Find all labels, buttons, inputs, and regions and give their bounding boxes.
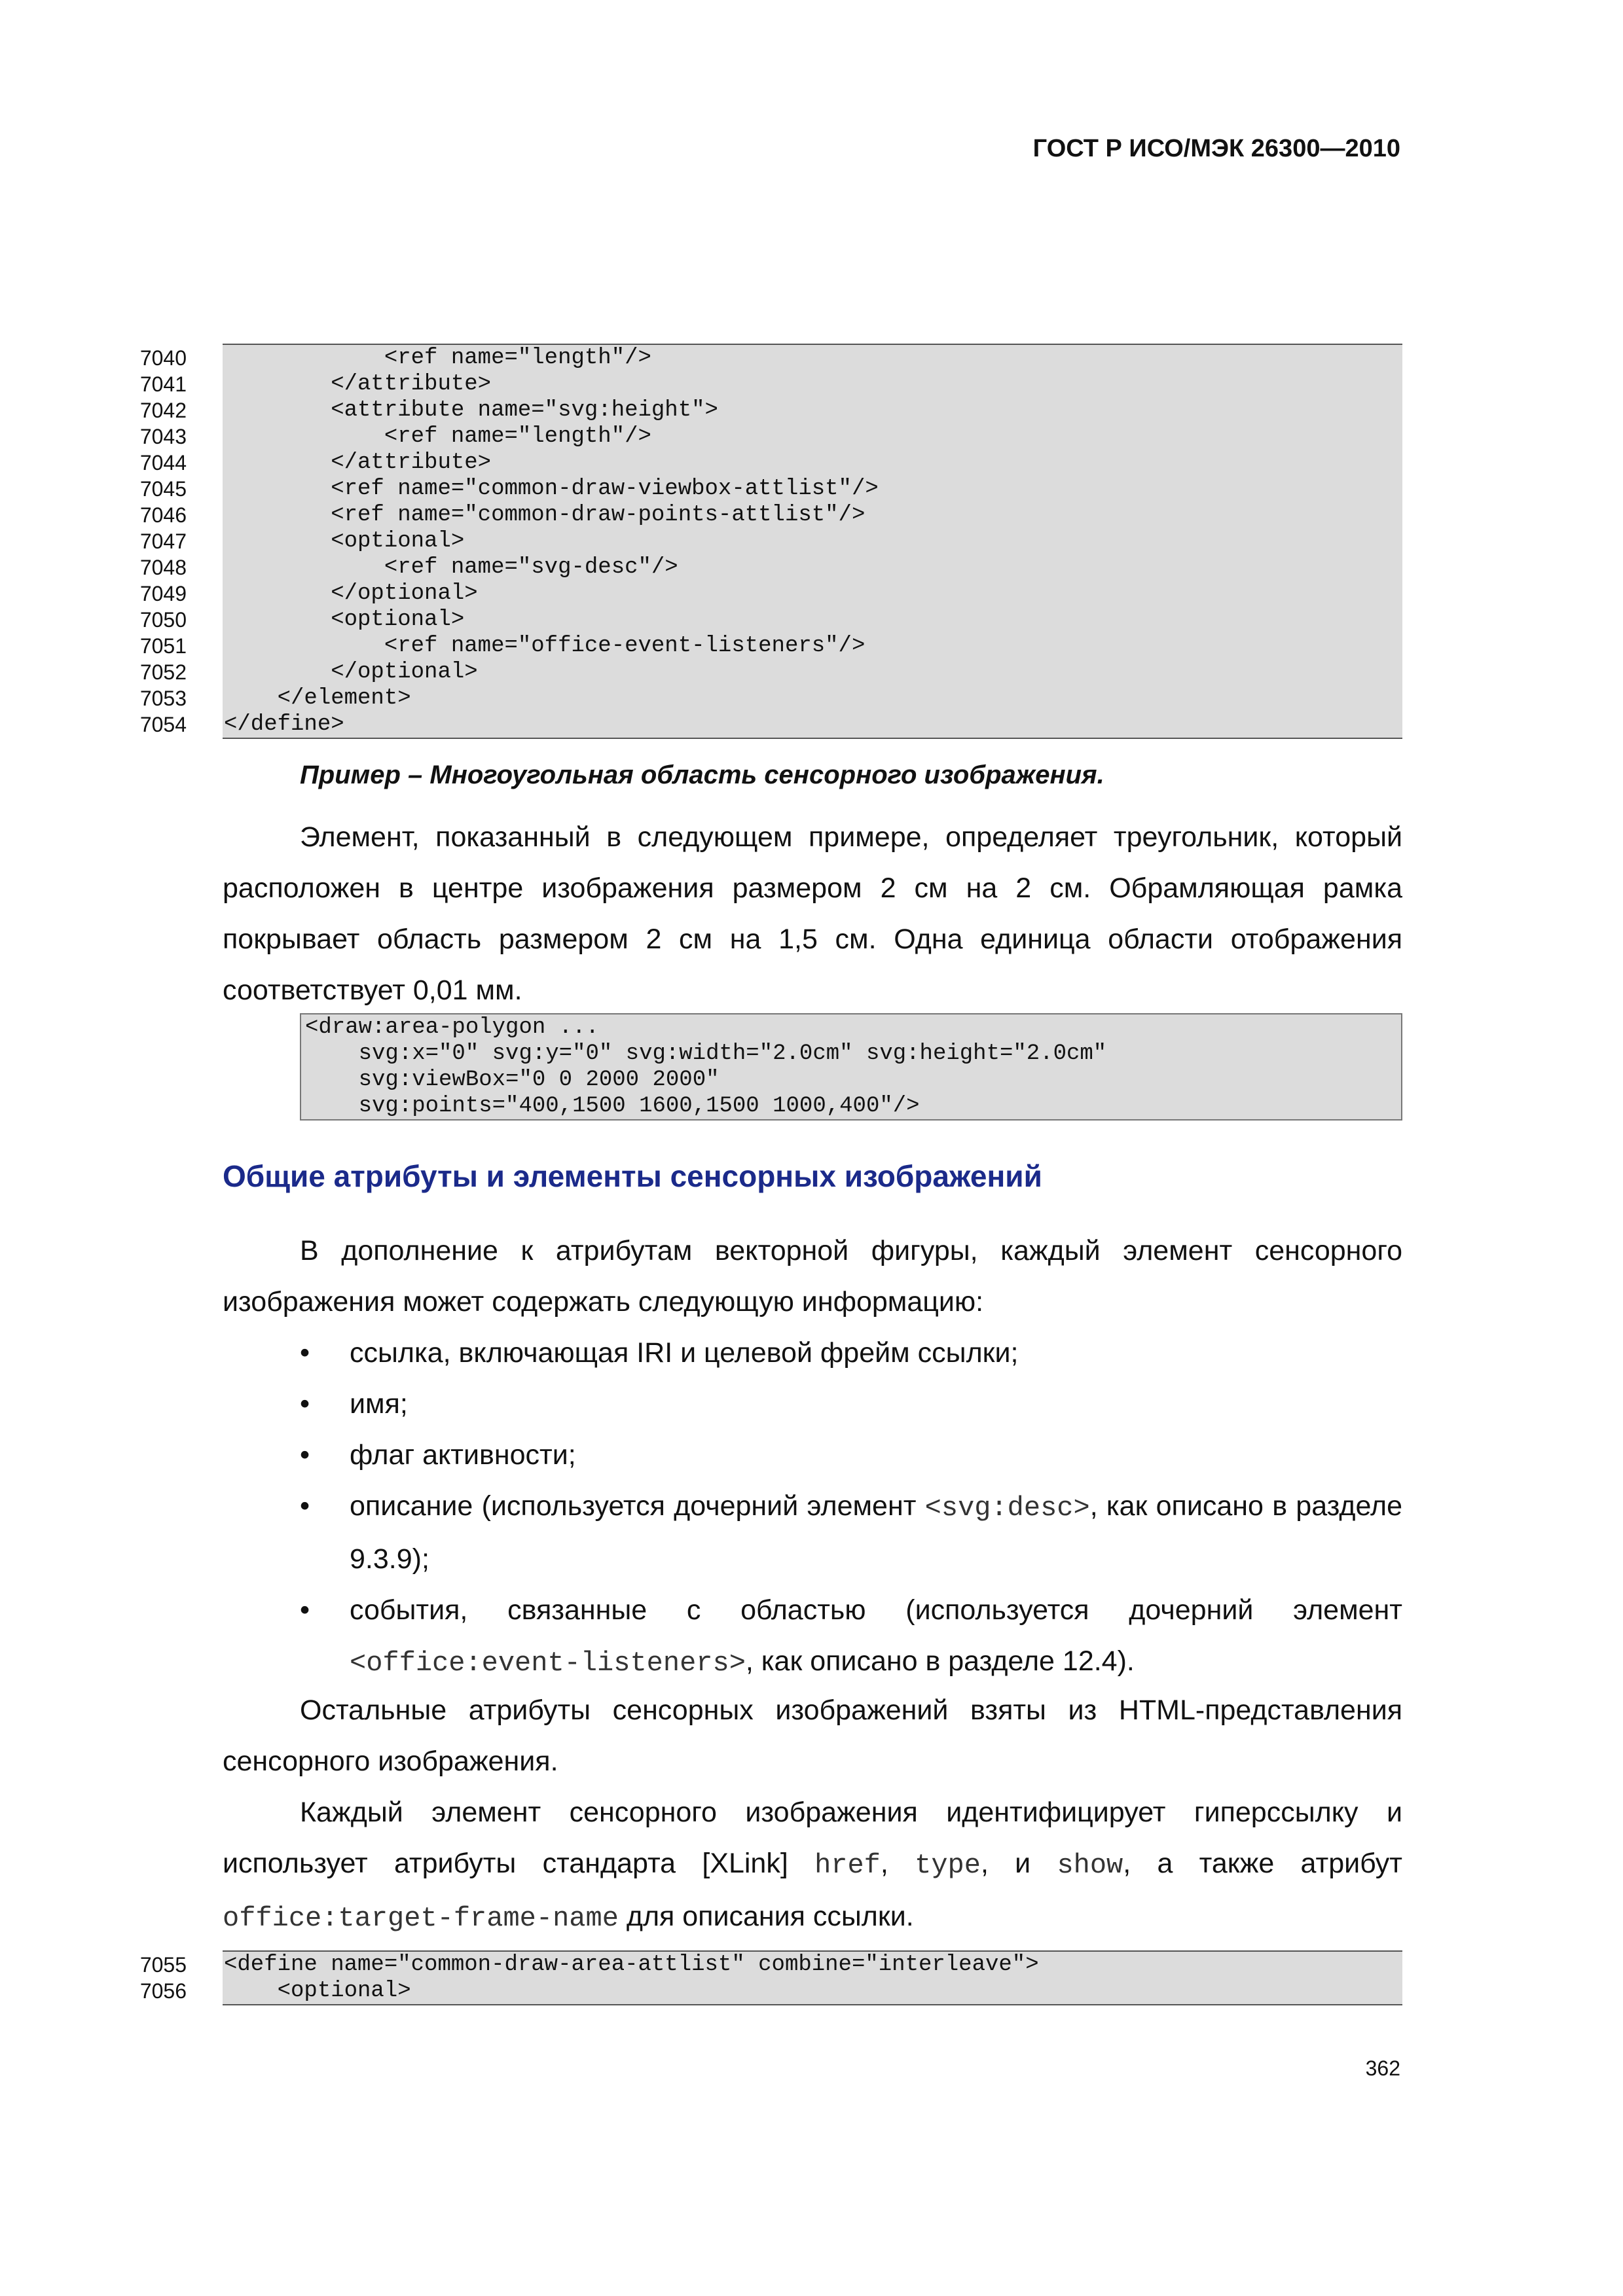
line-number: 7053	[139, 687, 187, 710]
code-line: </element>	[224, 686, 411, 711]
inline-code: <office:event-listeners>	[350, 1647, 746, 1679]
line-number: 7054	[139, 713, 187, 736]
paragraph-text: , и	[980, 1848, 1057, 1879]
paragraph-text: , а также атрибут	[1123, 1848, 1403, 1879]
line-number: 7055	[139, 1953, 187, 1977]
code-line: <ref name="office-event-listeners"/>	[224, 634, 866, 658]
line-number: 7049	[139, 582, 187, 605]
document-header: ГОСТ Р ИСО/МЭК 26300—2010	[1032, 135, 1400, 162]
list-item-text: события, связанные с областью (используется дочерний элемент	[350, 1594, 1402, 1626]
line-number: 7046	[139, 503, 187, 527]
bullet-marker: •	[300, 1490, 310, 1522]
code-line: <attribute name="svg:height">	[224, 398, 718, 423]
list-item-text: описание (используется дочерний элемент	[350, 1490, 925, 1522]
code-line: <ref name="length"/>	[224, 424, 651, 449]
line-number: 7048	[139, 556, 187, 579]
code-line: </attribute>	[224, 450, 492, 475]
line-numbers-block-2	[128, 1952, 187, 2004]
code-line: </define>	[224, 712, 344, 737]
list-item-text: флаг активности;	[350, 1439, 576, 1471]
schema-code-block-1	[223, 344, 1402, 739]
line-number: 7045	[139, 477, 187, 501]
list-item	[300, 1378, 1402, 1429]
bullet-marker: •	[300, 1337, 310, 1369]
schema-code-block-2	[223, 1950, 1402, 2005]
example-code-line: svg:x="0" svg:y="0" svg:width="2.0cm" svg:height="2.0cm"	[305, 1041, 1107, 1066]
code-line: <ref name="svg-desc"/>	[224, 555, 678, 580]
list-item-text: ссылка, включающая IRI и целевой фрейм ссылки;	[350, 1337, 1019, 1369]
paragraph-text: для описания ссылки.	[618, 1901, 914, 1932]
line-number: 7041	[139, 372, 187, 396]
code-line: </optional>	[224, 581, 478, 606]
example-title: Пример – Многоугольная область сенсорного изображения.	[300, 761, 1104, 789]
line-numbers-block-1	[128, 345, 187, 738]
list-item-text: , как описано в разделе 9.3.9);	[350, 1490, 1402, 1575]
line-number: 7043	[139, 425, 187, 448]
list-item	[300, 1585, 1402, 1689]
xlink-paragraph	[223, 1787, 1402, 1944]
line-number: 7042	[139, 399, 187, 422]
example-paragraph: Элемент, показанный в следующем примере, определяет треугольник, который расположен в центре изображения размером 2 см на 2 см. Обрамляющая рамка покрывает область размером 2 см на 1,5 см. Одна единица области отображения соответствует 0,01 мм.	[223, 821, 1402, 1006]
line-number: 7056	[139, 1979, 187, 2003]
list-item	[300, 1429, 1402, 1480]
inline-code: show	[1057, 1850, 1123, 1881]
inline-code: type	[915, 1850, 981, 1881]
bullet-marker: •	[300, 1439, 310, 1471]
bullet-marker: •	[300, 1388, 310, 1420]
bullet-marker: •	[300, 1594, 310, 1626]
inline-code: office:target-frame-name	[223, 1903, 619, 1934]
list-item-text: имя;	[350, 1388, 408, 1420]
attributes-paragraph: Остальные атрибуты сенсорных изображений взяты из HTML-представления сенсорного изображения.	[223, 1695, 1402, 1777]
code-line: </attribute>	[224, 372, 492, 397]
list-item-text: , как описано в разделе 12.4).	[745, 1645, 1135, 1677]
code-line: <ref name="length"/>	[224, 346, 651, 370]
code-line: <ref name="common-draw-viewbox-attlist"/>	[224, 476, 879, 501]
example-code-line: svg:points="400,1500 1600,1500 1000,400"/>	[305, 1094, 920, 1119]
section-heading: Общие атрибуты и элементы сенсорных изображений	[223, 1159, 1042, 1193]
list-item	[300, 1480, 1402, 1585]
code-line: <define name="common-draw-area-attlist" combine="interleave">	[224, 1952, 1039, 1977]
example-code-line: svg:viewBox="0 0 2000 2000"	[305, 1067, 720, 1092]
line-number: 7050	[139, 608, 187, 632]
line-number: 7051	[139, 634, 187, 658]
code-line: <ref name="common-draw-points-attlist"/>	[224, 503, 866, 528]
code-line: <optional>	[224, 529, 465, 554]
line-number: 7040	[139, 346, 187, 370]
example-code-line: <draw:area-polygon ...	[305, 1015, 599, 1040]
paragraph-text: Каждый элемент сенсорного изображения идентифицирует гиперссылку и использует атрибуты стандарта [XLink]	[223, 1797, 1402, 1879]
section-intro-paragraph: В дополнение к атрибутам векторной фигуры, каждый элемент сенсорного изображения может содержать следующую информацию:	[223, 1235, 1402, 1318]
code-line: <optional>	[224, 1979, 411, 2003]
list-item	[300, 1327, 1402, 1378]
inline-code: <svg:desc>	[924, 1492, 1090, 1524]
paragraph-text: ,	[880, 1848, 915, 1879]
line-number: 7052	[139, 660, 187, 684]
line-number: 7047	[139, 529, 187, 553]
page-number: 362	[1365, 2056, 1400, 2080]
code-line: </optional>	[224, 660, 478, 685]
inline-code: href	[814, 1850, 881, 1881]
code-line: <optional>	[224, 607, 465, 632]
example-code-box	[300, 1013, 1402, 1121]
info-bullet-list	[300, 1327, 1402, 1689]
line-number: 7044	[139, 451, 187, 475]
